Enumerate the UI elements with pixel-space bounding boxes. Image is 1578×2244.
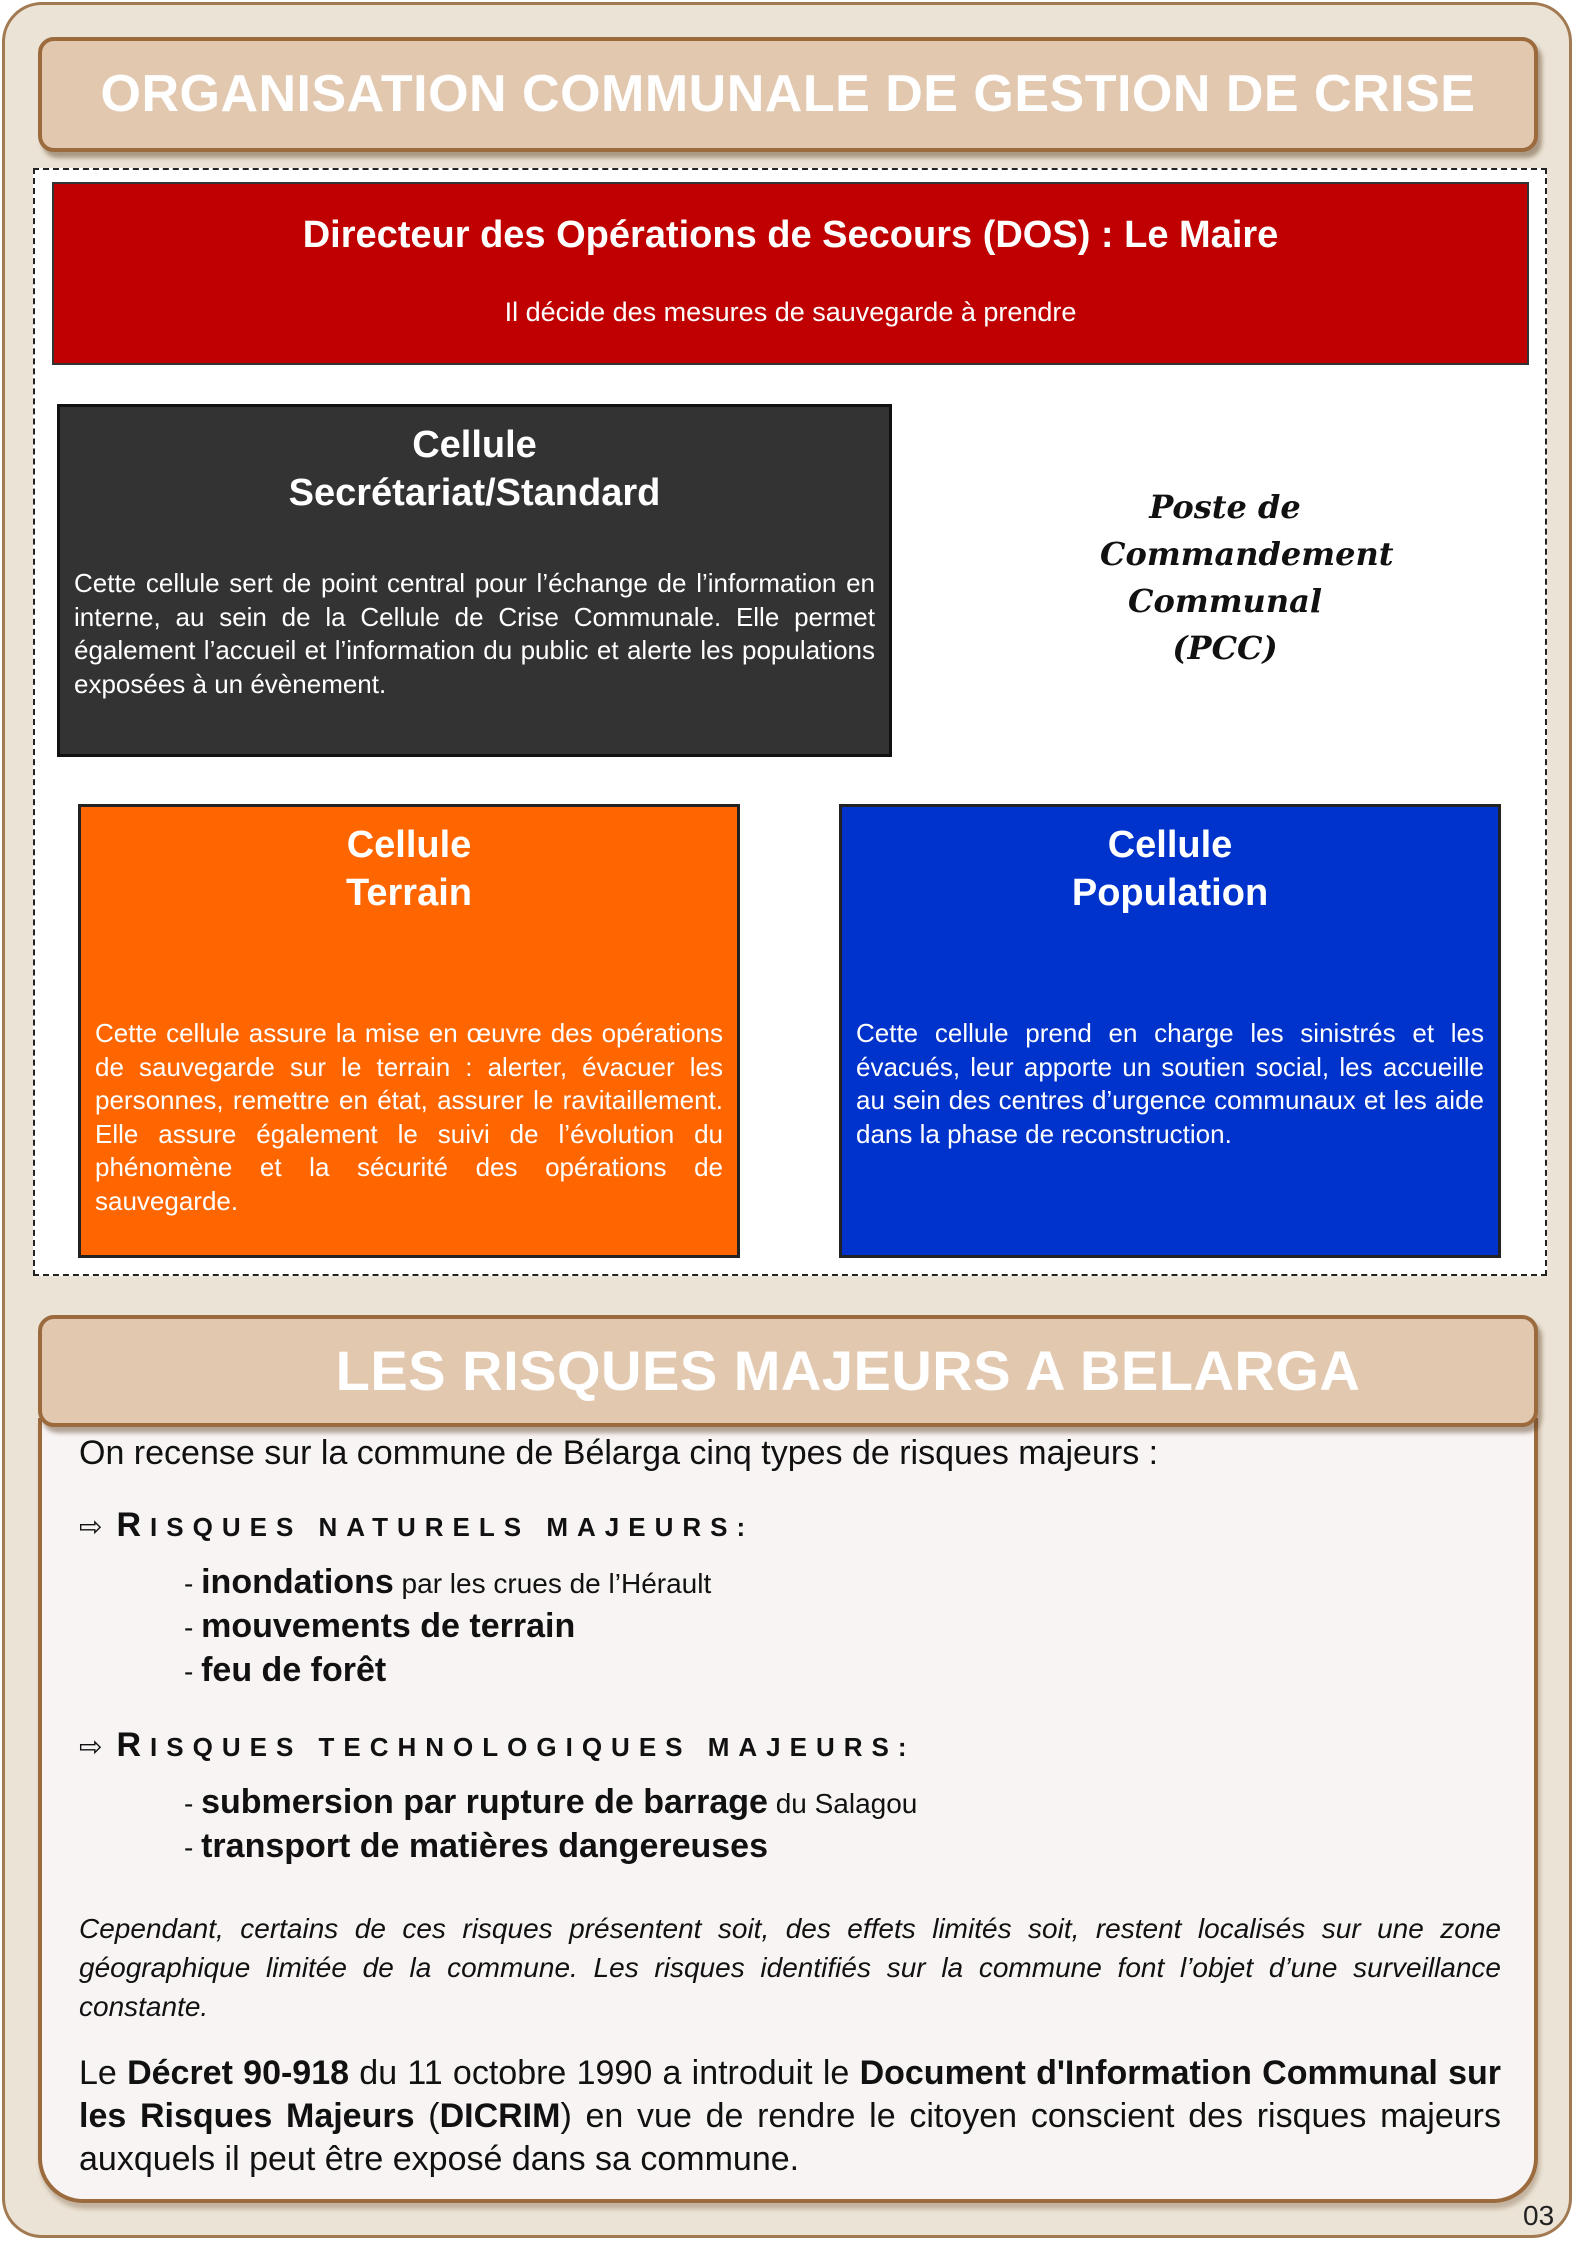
cellule-terrain-title-line1: Cellule bbox=[346, 824, 472, 866]
tech-risk-0-detail: du Salagou bbox=[767, 1788, 918, 1819]
natural-risk-0-name: inondations bbox=[201, 1563, 394, 1601]
decret-paragraph bbox=[79, 2052, 1501, 2181]
list-item: - transport de matières dangereuses bbox=[184, 1827, 768, 1865]
pcc-line2: Commandement bbox=[1100, 535, 1394, 573]
risks-panel bbox=[38, 1418, 1538, 2203]
cellule-population-title bbox=[842, 821, 1498, 917]
arrow-right-icon: ⇨ bbox=[79, 1511, 103, 1542]
cellule-secretariat-title bbox=[60, 421, 889, 517]
dicrim-acronym: DICRIM bbox=[439, 2097, 561, 2135]
natural-risk-2-name: feu de forêt bbox=[201, 1651, 387, 1689]
cellule-population-title-line1: Cellule bbox=[1107, 824, 1233, 866]
cellule-terrain-title-line2: Terrain bbox=[345, 872, 472, 914]
dos-box bbox=[52, 182, 1529, 365]
dos-title: Directeur des Opérations de Secours (DOS) : Le Maire bbox=[302, 214, 1279, 256]
decret-text-2: du 11 octobre 1990 a introduit le bbox=[349, 2054, 860, 2092]
pcc-line1: Poste de bbox=[1149, 488, 1301, 526]
main-title: ORGANISATION COMMUNALE DE GESTION DE CRISE bbox=[100, 65, 1476, 123]
cellule-population-box bbox=[839, 804, 1501, 1258]
arrow-right-icon: ⇨ bbox=[79, 1731, 103, 1762]
tech-risks-heading bbox=[79, 1726, 1501, 1765]
list-item: - feu de forêt bbox=[184, 1651, 387, 1689]
natural-risks-cap: R bbox=[116, 1506, 151, 1544]
risks-content bbox=[79, 1434, 1501, 2181]
dos-subtitle: Il décide des mesures de sauvegarde à prendre bbox=[504, 297, 1077, 327]
pcc-label bbox=[1100, 484, 1394, 672]
tech-risk-0-name: submersion par rupture de barrage bbox=[201, 1783, 768, 1821]
natural-risk-1-name: mouvements de terrain bbox=[201, 1607, 576, 1645]
decret-text-3: ( bbox=[414, 2097, 440, 2135]
decret-text-1: Le bbox=[79, 2054, 128, 2092]
cellule-population-title-line2: Population bbox=[1071, 872, 1269, 914]
list-item: - inondations par les crues de l’Hérault bbox=[184, 1563, 712, 1601]
natural-risks-heading bbox=[79, 1506, 1501, 1545]
risks-title-banner bbox=[38, 1315, 1538, 1427]
cellule-secretariat-description: Cette cellule sert de point central pour l’échange de l’information en interne, au sein de la Cellule de Crise Communale. Elle permet également l’accueil et l’information du public et alerte les populations exposées à un évènement. bbox=[74, 568, 875, 699]
risks-intro: On recense sur la commune de Bélarga cinq types de risques majeurs : bbox=[79, 1434, 1159, 1472]
risks-note: Cependant, certains de ces risques présentent soit, des effets limités soit, restent localisés sur une zone géographique limitée de la commune. Les risques identifiés sur la commune font l’objet d’une surveillance constante. bbox=[79, 1913, 1501, 2022]
cellule-secretariat-box bbox=[57, 404, 892, 757]
pcc-line3: Communal bbox=[1128, 582, 1322, 620]
tech-risks-colon: : bbox=[897, 1732, 916, 1762]
natural-risks-list bbox=[79, 1561, 1501, 1693]
tech-risk-1-name: transport de matières dangereuses bbox=[201, 1827, 768, 1865]
cellule-terrain-title bbox=[81, 821, 737, 917]
pcc-line4: (PCC) bbox=[1172, 629, 1278, 667]
natural-risks-colon: : bbox=[736, 1512, 755, 1542]
natural-risks-label: ISQUES NATURELS MAJEURS bbox=[150, 1512, 737, 1542]
cellule-secretariat-title-line1: Cellule bbox=[412, 424, 537, 466]
document-name: Document d'Information Communal sur les Risques Majeurs bbox=[79, 2054, 1501, 2135]
list-item: - submersion par rupture de barrage du Salagou bbox=[184, 1783, 918, 1821]
decret-text-4: ) en vue de rendre le citoyen conscient des risques majeurs auxquels il peut être exposé dans sa commune. bbox=[79, 2097, 1501, 2178]
risks-title: LES RISQUES MAJEURS A BELARGA bbox=[335, 1339, 1361, 1402]
decret-number: Décret 90-918 bbox=[127, 2054, 350, 2092]
tech-risks-list bbox=[79, 1781, 1501, 1869]
cellule-population-description: Cette cellule prend en charge les sinistrés et les évacués, leur apporte un soutien social, les accueille au sein des centres d’urgence communaux et les aide dans la phase de reconstruction. bbox=[856, 1018, 1484, 1149]
cellule-terrain-description: Cette cellule assure la mise en œuvre des opérations de sauvegarde sur le terrain : alerter, évacuer les personnes, remettre en état, assurer le ravitaillement. Elle assure également le suivi de l’évolution du phénomène et la sécurité des opérations de sauvegarde. bbox=[95, 1018, 723, 1216]
page-number: 03 bbox=[1523, 2200, 1555, 2231]
main-title-banner bbox=[38, 37, 1538, 152]
list-item: - mouvements de terrain bbox=[184, 1607, 576, 1645]
tech-risks-label: ISQUES TECHNOLOGIQUES MAJEURS bbox=[150, 1732, 898, 1762]
cellule-secretariat-title-line2: Secrétariat/Standard bbox=[288, 472, 661, 514]
cellule-terrain-box bbox=[78, 804, 740, 1258]
tech-risks-cap: R bbox=[116, 1726, 151, 1764]
natural-risk-0-detail: par les crues de l’Hérault bbox=[393, 1568, 712, 1599]
